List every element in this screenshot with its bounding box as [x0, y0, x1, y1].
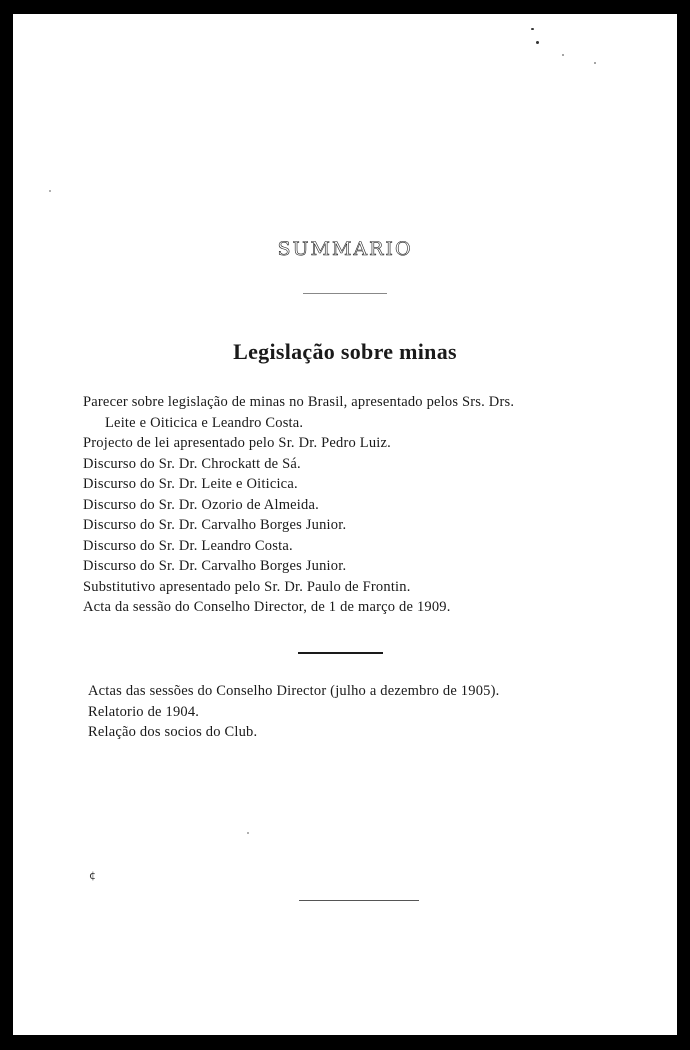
ink-speck: [247, 832, 249, 834]
list-item: Acta da sessão do Conselho Director, de 1 de março de 1909.: [83, 599, 451, 615]
list-item: Discurso do Sr. Dr. Ozorio de Almeida.: [83, 496, 319, 513]
ink-speck: [594, 62, 596, 64]
separator-rule: [298, 652, 383, 654]
list-item: Leite e Oiticica e Leandro Costa.: [105, 414, 304, 431]
printer-mark: ¢: [89, 869, 96, 882]
list-item: Relação dos socios do Club.: [88, 724, 258, 740]
ink-speck: [531, 28, 534, 30]
list-item: Discurso do Sr. Dr. Chrockatt de Sá.: [83, 455, 301, 472]
list-item: Relatorio de 1904.: [88, 703, 200, 720]
ink-speck: [562, 54, 564, 56]
list-item: Discurso do Sr. Dr. Carvalho Borges Junior.: [83, 558, 347, 574]
list-item: Discurso do Sr. Dr. Leandro Costa.: [83, 537, 293, 554]
list-item: Discurso do Sr. Dr. Leite e Oiticica.: [83, 476, 298, 492]
document-page: [13, 14, 677, 1035]
page-heading: SUMMARIO: [277, 238, 413, 260]
list-item: Parecer sobre legislação de minas no Brasil, apresentado pelos Srs. Drs.: [83, 394, 515, 410]
list-item: Discurso do Sr. Dr. Carvalho Borges Junior.: [83, 517, 347, 533]
section-title: Legislação sobre minas: [233, 339, 457, 364]
list-item: Substitutivo apresentado pelo Sr. Dr. Paulo de Frontin.: [83, 578, 411, 595]
ink-speck: [536, 41, 539, 44]
separator-rule: [303, 293, 387, 294]
list-item: Actas das sessões do Conselho Director (julho a dezembro de 1905).: [88, 683, 500, 699]
contents-list: [83, 392, 643, 618]
ink-speck: [49, 190, 51, 192]
contents-list-secondary: [88, 681, 608, 743]
list-item: Projecto de lei apresentado pelo Sr. Dr. Pedro Luiz.: [83, 435, 391, 451]
footer-rule: [299, 900, 419, 901]
